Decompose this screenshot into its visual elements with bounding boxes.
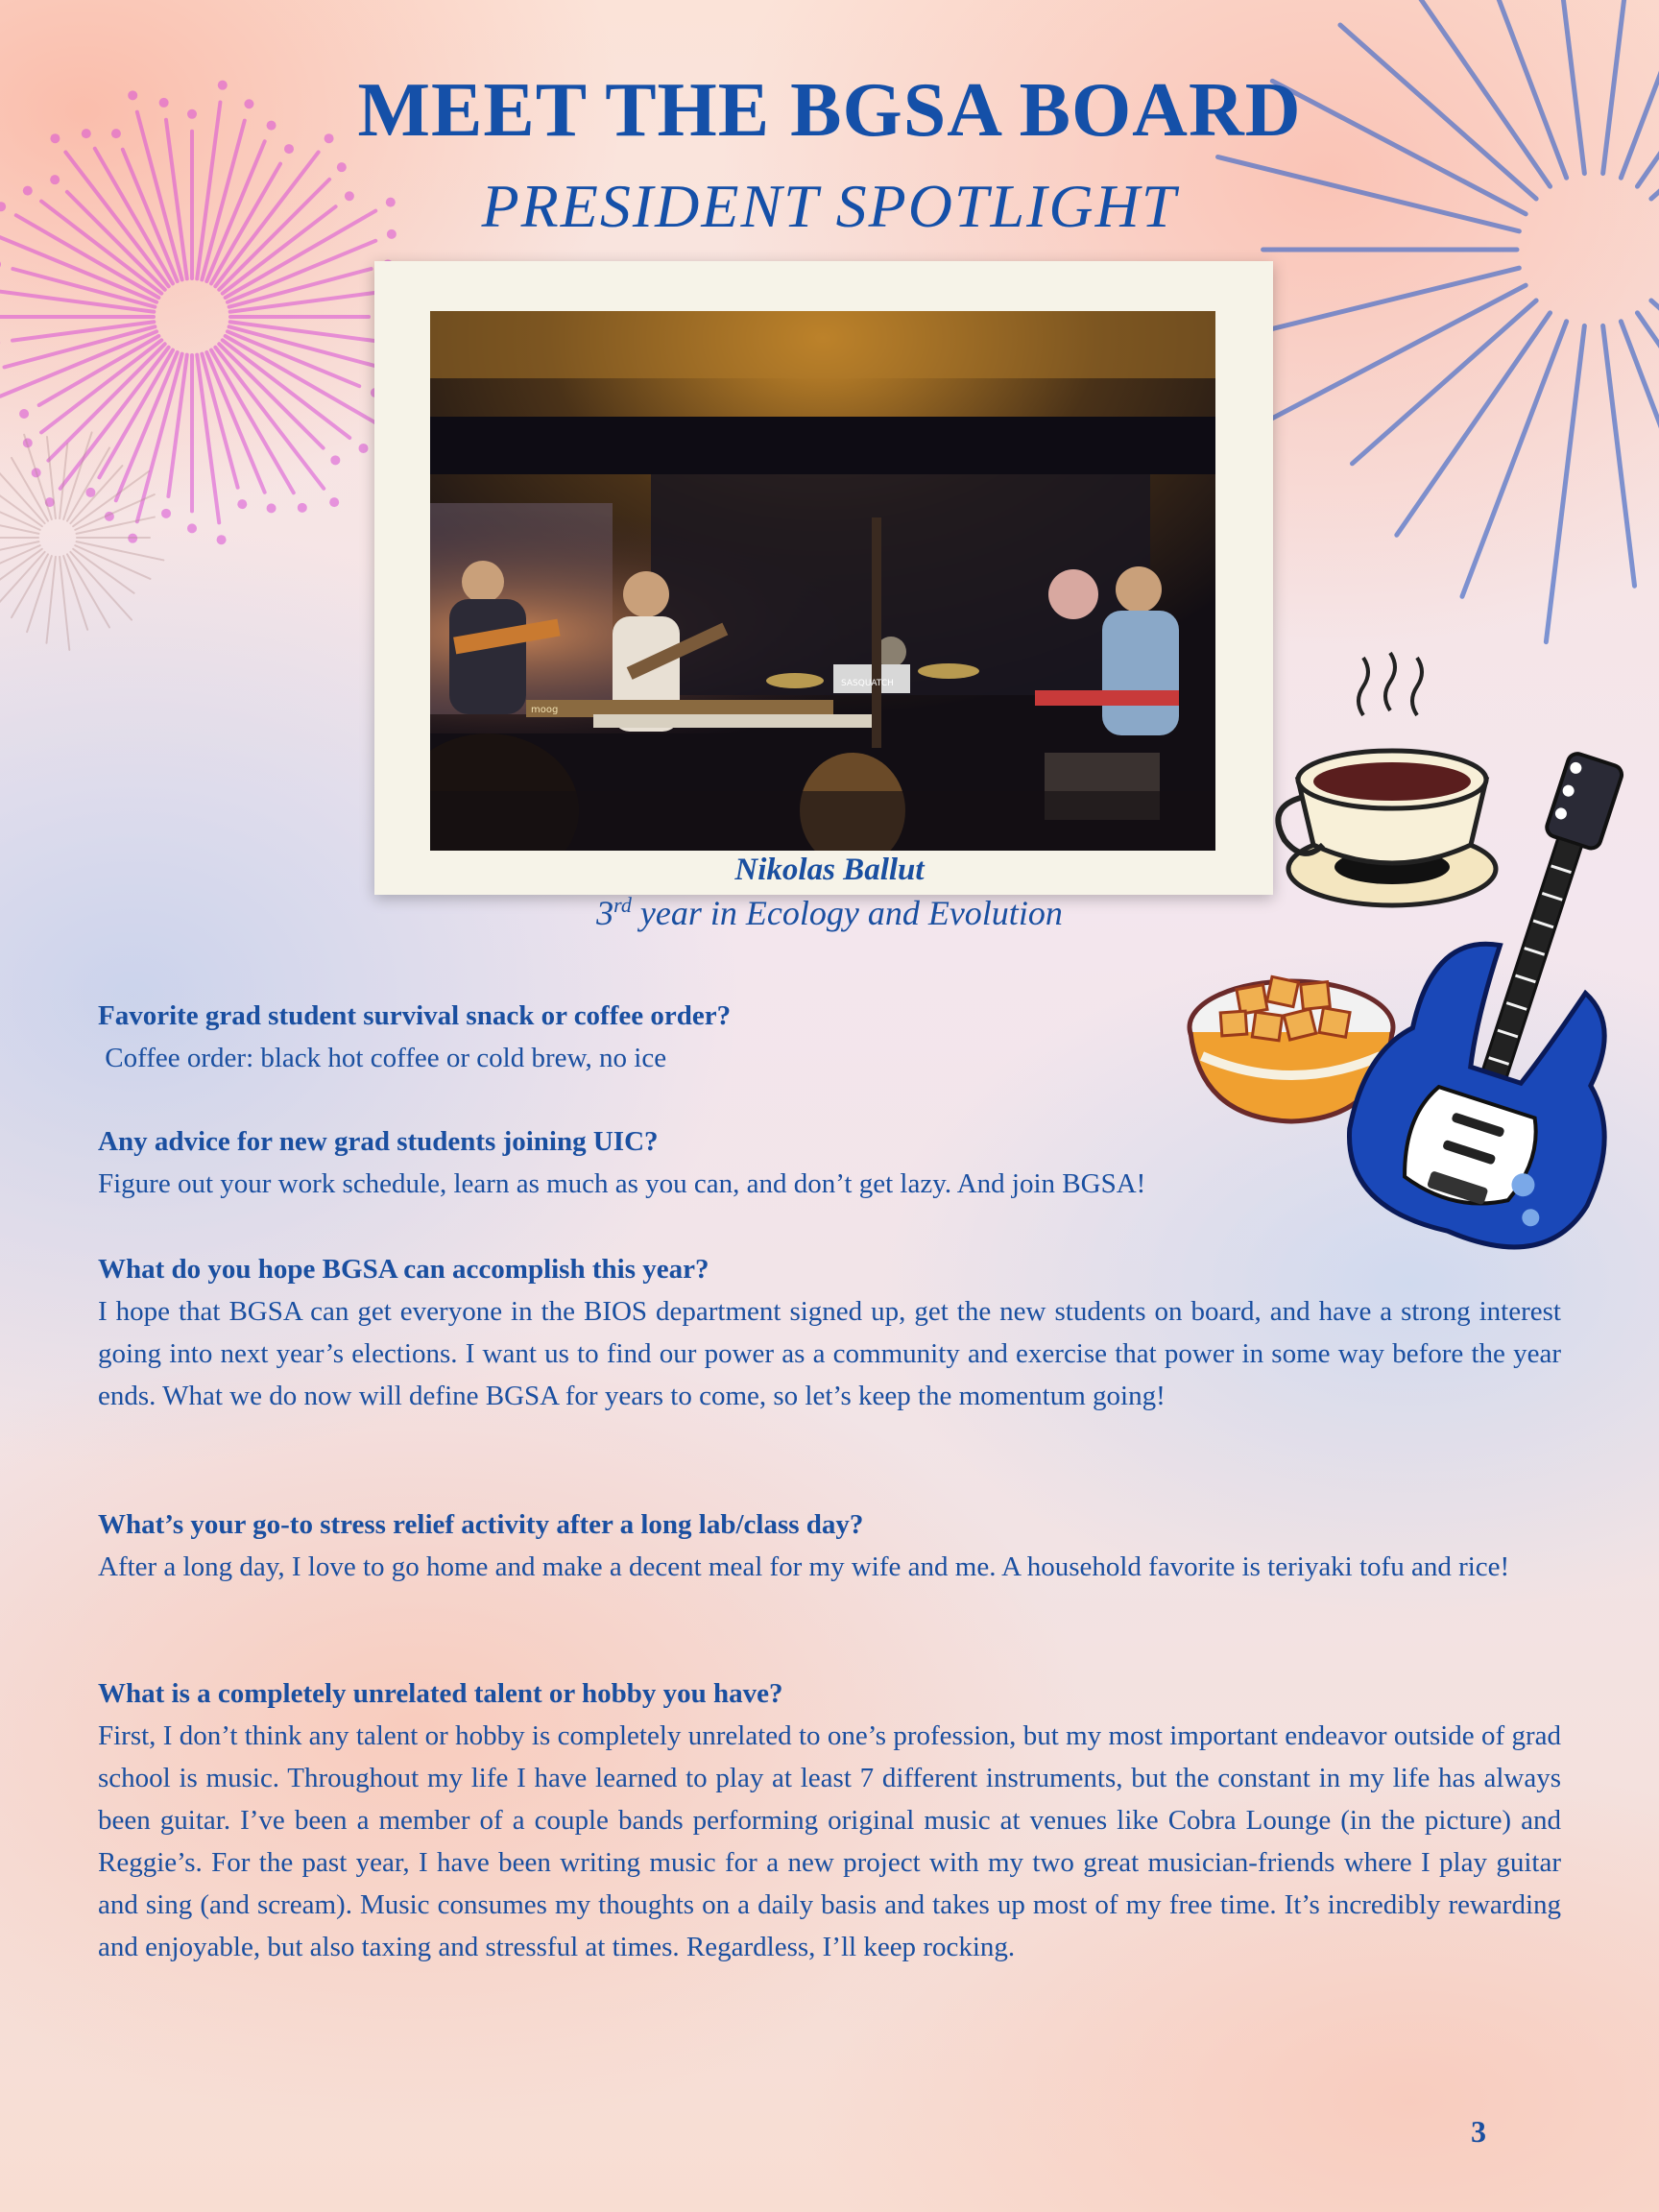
question-4: What’s your go-to stress relief activity after a long lab/class day? (98, 1509, 864, 1540)
qa-item-5 (98, 1672, 1561, 1968)
drum-label: SASQUATCH (841, 679, 894, 688)
spotlight-name: Nikolas Ballut (734, 853, 925, 887)
page-title: MEET THE BGSA BOARD (357, 68, 1302, 153)
answer-5: First, I don’t think any talent or hobby is completely unrelated to one’s profession, but my most important endeavor outside of grad school is music. Throughout my life I have learned to play at least 7 different instruments, but the constant in my life has always been guitar. I’ve been a member of a couple bands performing original music at venues like Cobra Lounge (in the picture) and Reggie’s. For the past year, I have been writing music for a new project with my two great musician-friends where I play guitar and sing (and scream). Music consumes my thoughts on a daily basis and takes up most of my free time. It’s incredibly rewarding and enjoyable, but also taxing and stressful at times. Regardless, I’ll keep rocking. (98, 1720, 1561, 1962)
page-number: 3 (1471, 2114, 1486, 2149)
answer-4: After a long day, I love to go home and make a decent meal for my wife and me. A household favorite is teriyaki tofu and rice! (98, 1551, 1510, 1582)
qa-item-3 (98, 1248, 1561, 1417)
page-subtitle: PRESIDENT SPOTLIGHT (481, 172, 1178, 240)
answer-3: I hope that BGSA can get everyone in the BIOS department signed up, get the new students on board, and have a strong interest going into next year’s elections. I want us to find our power as a community and exercise that power in some way before the year ends. What we do now will define BGSA for years to come, so let’s keep the momentum going! (98, 1296, 1561, 1411)
answer-2: Figure out your work schedule, learn as much as you can, and don’t get lazy. And join BGSA! (98, 1168, 1146, 1199)
question-1: Favorite grad student survival snack or coffee order? (98, 1000, 732, 1031)
answer-1: Coffee order: black hot coffee or cold brew, no ice (98, 1043, 667, 1073)
keyboard-label: moog (531, 705, 559, 715)
qa-item-2 (98, 1120, 1561, 1205)
question-3: What do you hope BGSA can accomplish this year? (98, 1254, 709, 1285)
qa-item-4 (98, 1503, 1561, 1588)
question-2: Any advice for new grad students joining UIC? (98, 1126, 659, 1157)
qa-item-1 (98, 995, 1561, 1079)
question-5: What is a completely unrelated talent or hobby you have? (98, 1678, 783, 1709)
spotlight-program: 3rd year in Ecology and Evolution (596, 893, 1063, 932)
coffee-cup-icon (1278, 653, 1496, 905)
